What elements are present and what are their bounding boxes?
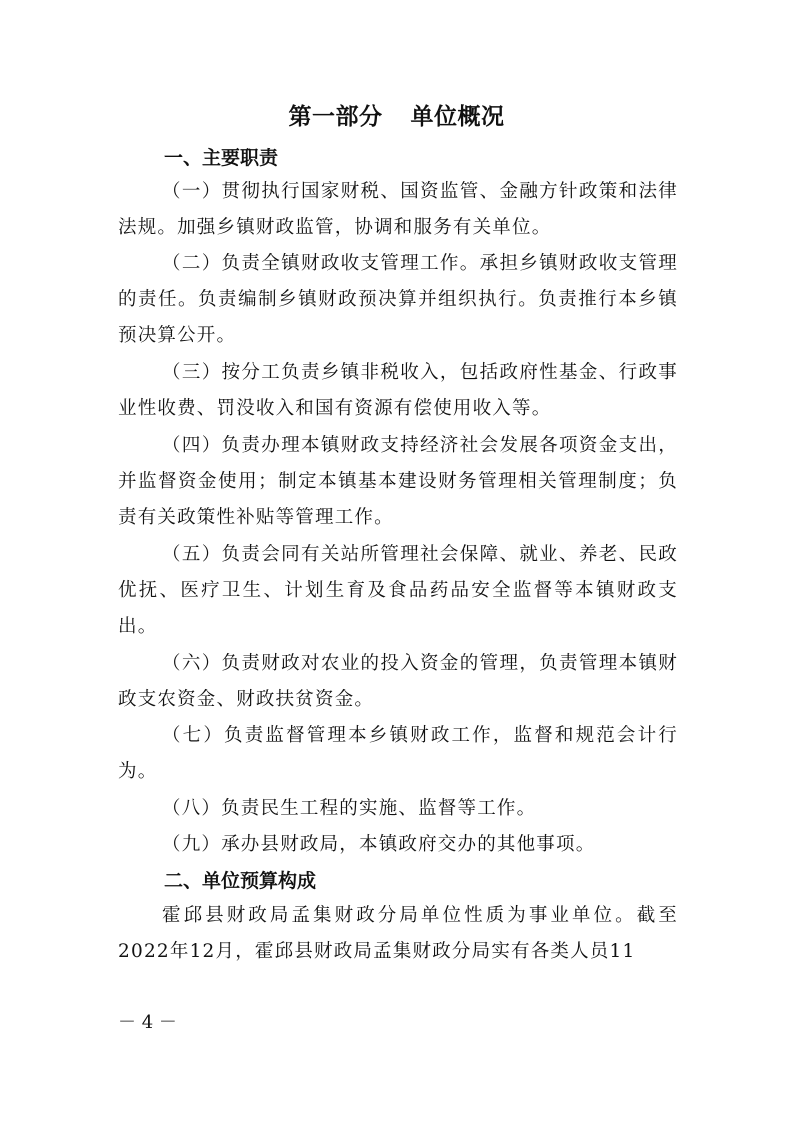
duty-item-2: （二）负责全镇财政收支管理工作。承担乡镇财政收支管理的责任。负责编制乡镇财政预决算并组织执行。负责推行本乡镇预决算公开。: [118, 253, 678, 347]
duty-item-8: （八）负责民生工程的实施、监督等工作。: [162, 798, 537, 819]
section-heading-main-duties: 一、主要职责: [164, 147, 279, 169]
duty-item-4: （四）负责办理本镇财政支持经济社会发展各项资金支出，并监督资金使用；制定本镇基本建设财务管理相关管理制度；负责有关政策性补贴等管理工作。: [118, 435, 678, 529]
duty-item-5: （五）负责会同有关站所管理社会保障、就业、养老、民政优抚、医疗卫生、计划生育及食品药品安全监督等本镇财政支出。: [118, 544, 678, 638]
duty-item-6: （六）负责财政对农业的投入资金的管理，负责管理本镇财政支农资金、财政扶贫资金。: [118, 653, 678, 711]
title-name: 单位概况: [410, 104, 505, 130]
budget-composition-text: 霍邱县财政局孟集财政分局单位性质为事业单位。截至2022年12月，霍邱县财政局孟集财政分局实有各类人员11: [118, 905, 678, 963]
page-title: [0, 97, 793, 137]
duty-item-1: （一）贯彻执行国家财税、国资监管、金融方针政策和法律法规。加强乡镇财政监管，协调和服务有关单位。: [118, 181, 678, 239]
title-part: 第一部分: [288, 104, 383, 130]
duty-item-9: （九）承办县财政局，本镇政府交办的其他事项。: [162, 834, 596, 855]
duty-item-7: （七）负责监督管理本乡镇财政工作，监督和规范会计行为。: [118, 725, 678, 783]
page-number: － 4 －: [118, 1012, 177, 1033]
section-heading-budget-composition: 二、单位预算构成: [164, 870, 317, 892]
duty-item-3: （三）按分工负责乡镇非税收入，包括政府性基金、行政事业性收费、罚没收入和国有资源有偿使用收入等。: [118, 362, 678, 420]
